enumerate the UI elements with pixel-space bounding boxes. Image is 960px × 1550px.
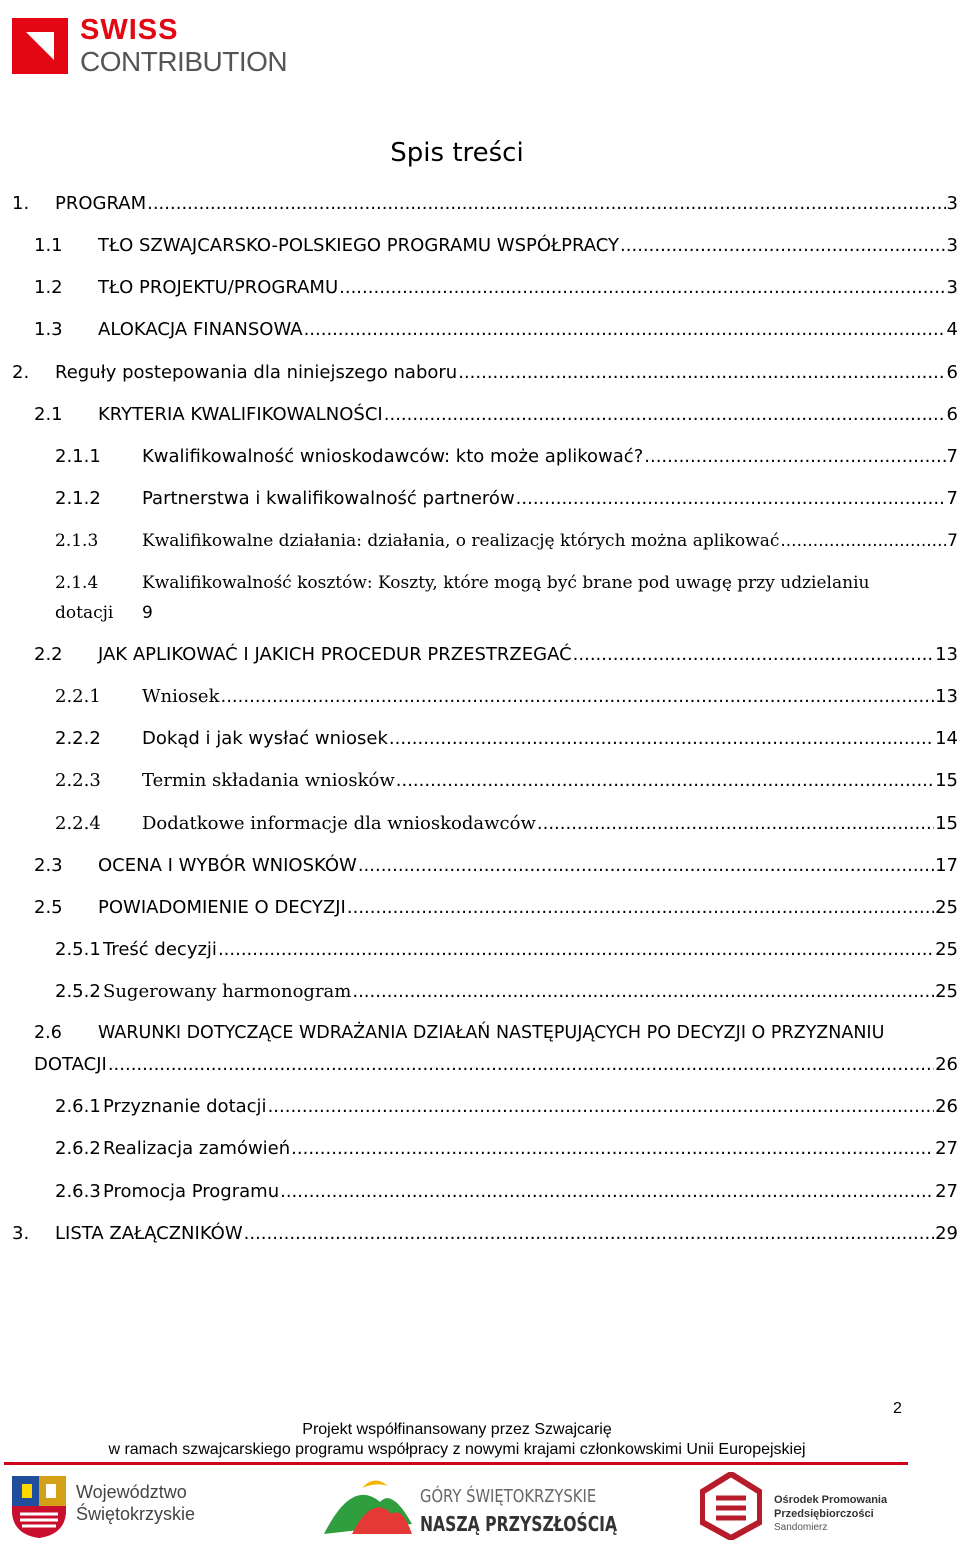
toc-leader-dots [268, 1096, 935, 1117]
logo-ops-line1: Ośrodek Promowania [774, 1494, 888, 1506]
toc-entry-page: 3 [946, 235, 958, 256]
toc-leader-dots [147, 193, 945, 214]
toc-entry-page: 25 [935, 981, 958, 1002]
toc-leader-dots [358, 855, 934, 876]
toc-entry[interactable] [55, 446, 958, 472]
swiss-flag-icon [12, 18, 68, 74]
toc-entry-page: 15 [935, 770, 958, 791]
toc-title: Spis treści [390, 138, 524, 168]
toc-entry-number: 2.6 [34, 1023, 62, 1043]
mountains-icon [322, 1474, 414, 1540]
toc-leader-dots [280, 1181, 934, 1202]
toc-entry-number: 2.6.2 [55, 1138, 101, 1159]
coat-of-arms-icon [10, 1474, 68, 1540]
logo-gory-line1: GÓRY ŚWIĘTOKRZYSKIE [420, 1486, 597, 1507]
toc-entry-text: Realizacja zamówień [103, 1138, 291, 1159]
toc-entry-number: 2.3 [34, 855, 63, 876]
wojewodztwo-logo [10, 1474, 210, 1540]
page-number: 2 [893, 1400, 902, 1417]
toc-entry-page: 13 [935, 686, 958, 707]
toc-entry-number: 2.6.3 [55, 1181, 101, 1202]
toc-entry-continuation[interactable] [34, 1054, 958, 1080]
toc-entry-page: 4 [946, 319, 958, 340]
toc-entry-number: 3. [12, 1223, 30, 1244]
toc-entry-number: 2.2.1 [55, 686, 101, 707]
toc-entry-text: Partnerstwa i kwalifikowalność partnerów [142, 488, 515, 509]
toc-leader-dots [352, 981, 934, 1002]
toc-entry[interactable] [55, 1138, 958, 1164]
toc-entry[interactable] [55, 1181, 958, 1207]
toc-entry-number: 2.1.2 [55, 488, 101, 509]
toc-entry-number: 2.5.2 [55, 981, 101, 1002]
toc-leader-dots [620, 235, 946, 256]
toc-entry-page: 15 [935, 813, 958, 834]
toc-entry[interactable] [55, 981, 958, 1007]
toc-entry-number: 2.5.1 [55, 939, 101, 960]
toc-entry[interactable] [55, 770, 958, 796]
toc-entry-text: ALOKACJA FINANSOWA [98, 319, 303, 340]
toc-entry-page: 25 [935, 897, 958, 918]
toc-leader-dots [644, 446, 945, 467]
toc-entry[interactable] [55, 488, 958, 514]
ops-emblem-icon [700, 1472, 762, 1540]
logo-gory-line2: NASZĄ PRZYSZŁOŚCIĄ [420, 1512, 618, 1536]
toc-entry-text: LISTA ZAŁĄCZNIKÓW [55, 1223, 243, 1244]
toc-entry-text: Reguły postepowania dla niniejszego naboru [55, 362, 458, 383]
toc-leader-dots [108, 1054, 934, 1075]
toc-entry[interactable] [55, 813, 958, 839]
toc-entry-text: TŁO SZWAJCARSKO-POLSKIEGO PROGRAMU WSPÓŁPRACY [98, 235, 620, 256]
toc-entry-text: WARUNKI DOTYCZĄCE WDRAŻANIA DZIAŁAŃ NASTĘPUJĄCYCH PO DECYZJI O PRZYZNANIU [98, 1023, 885, 1043]
toc-entry-number: 1.2 [34, 277, 63, 298]
footer-line-1: Projekt współfinansowany przez Szwajcarię [302, 1421, 612, 1438]
toc-entry-number: 2.1.3 [55, 531, 99, 551]
toc-entry-number: 1. [12, 193, 30, 214]
toc-entry-number: 1.3 [34, 319, 63, 340]
toc-entry-page: 3 [946, 277, 958, 298]
toc-entry[interactable] [34, 644, 958, 670]
toc-entry-page: 6 [946, 404, 958, 425]
toc-entry-text: JAK APLIKOWAĆ I JAKICH PROCEDUR PRZESTRZEGAĆ [98, 644, 572, 665]
logo-wojewodztwo-line1: Województwo [76, 1482, 187, 1502]
toc-entry-number: 2.6.1 [55, 1096, 101, 1117]
toc-leader-dots [396, 770, 934, 791]
toc-leader-dots [347, 897, 934, 918]
toc-entry-page: 7 [946, 488, 958, 509]
toc-entry-page: 17 [935, 855, 958, 876]
toc-entry[interactable] [55, 573, 869, 593]
footer-line-2: w ramach szwajcarskiego programu współpracy z nowymi krajami członkowskimi Unii Europejskiej [108, 1441, 806, 1458]
toc-entry[interactable] [12, 362, 958, 388]
toc-entry-text: Przyznanie dotacji [103, 1096, 267, 1117]
toc-entry-page: 29 [935, 1223, 958, 1244]
toc-entry-number: 2.2 [34, 644, 63, 665]
toc-entry[interactable] [55, 728, 958, 754]
toc-entry-text: Promocja Programu [103, 1181, 280, 1202]
toc-entry[interactable] [34, 1023, 884, 1043]
toc-entry-page: 25 [935, 939, 958, 960]
footer-divider [4, 1462, 908, 1465]
toc-entry-text: Kwalifikowalność kosztów: Koszty, które mogą być brane pod uwagę przy udzielaniu [142, 573, 870, 593]
gory-swietokrzyskie-logo [322, 1472, 618, 1544]
toc-entry-number: 2.5 [34, 897, 63, 918]
toc-entry-page: 9 [142, 603, 153, 623]
logo-contribution-text: CONTRIBUTION [80, 46, 288, 77]
toc-entry-text: Wniosek [142, 686, 220, 707]
toc-leader-dots [516, 488, 946, 509]
toc-leader-dots [218, 939, 934, 960]
toc-leader-dots [220, 686, 934, 707]
logo-ops-line3: Sandomierz [774, 1522, 828, 1533]
toc-entry-text: Dokąd i jak wysłać wniosek [142, 728, 388, 749]
toc-entry-page: 26 [935, 1096, 958, 1117]
toc-leader-dots [389, 728, 934, 749]
toc-entry-page: 27 [935, 1138, 958, 1159]
toc-entry[interactable] [55, 1096, 958, 1122]
toc-leader-dots [339, 277, 945, 298]
toc-entry-text: POWIADOMIENIE O DECYZJI [98, 897, 346, 918]
toc-entry-text: Sugerowany harmonogram [103, 981, 352, 1002]
toc-leader-dots [573, 644, 934, 665]
toc-entry[interactable] [55, 939, 958, 965]
toc-entry[interactable] [34, 235, 958, 261]
toc-entry-page: 3 [946, 193, 958, 214]
toc-entry-text: PROGRAM [55, 193, 147, 214]
toc-entry-page: 27 [935, 1181, 958, 1202]
toc-entry-text: Kwalifikowalne działania: działania, o realizację których można aplikować [142, 531, 780, 551]
osrodek-promowania-logo [700, 1472, 900, 1542]
toc-entry-text-continuation: DOTACJI [34, 1054, 107, 1075]
toc-entry-text: Dodatkowe informacje dla wnioskodawców [142, 813, 536, 834]
toc-leader-dots [291, 1138, 934, 1159]
logo-ops-line2: Przedsiębiorczości [774, 1508, 874, 1520]
toc-entry[interactable] [34, 855, 958, 881]
toc-entry-text: Kwalifikowalność wnioskodawców: kto może aplikować? [142, 446, 644, 467]
toc-entry-number: 2. [12, 362, 30, 383]
toc-entry-page: 7 [947, 531, 958, 551]
toc-entry-number: 2.1 [34, 404, 63, 425]
toc-leader-dots [458, 362, 945, 383]
toc-entry-page: 14 [935, 728, 958, 749]
logo-wojewodztwo-line2: Świętokrzyskie [76, 1504, 196, 1524]
toc-entry-number: 2.1.1 [55, 446, 101, 467]
toc-entry-text: Treść decyzji [103, 939, 217, 960]
toc-entry-page: 6 [946, 362, 958, 383]
toc-entry[interactable] [34, 897, 958, 923]
toc-entry-number: 2.2.3 [55, 770, 101, 791]
toc-entry-number: 2.2.4 [55, 813, 101, 834]
logo-swiss-text: SWISS [80, 14, 179, 46]
toc-entry-number: 2.1.4 [55, 573, 99, 593]
toc-entry[interactable] [34, 319, 958, 345]
toc-entry-page: 26 [935, 1054, 958, 1075]
toc-leader-dots [384, 404, 946, 425]
toc-leader-dots [537, 813, 934, 834]
toc-entry-text: KRYTERIA KWALIFIKOWALNOŚCI [98, 404, 383, 425]
toc-entry-text-continuation: dotacji [55, 603, 114, 623]
toc-entry[interactable] [55, 686, 958, 712]
toc-entry-text: Termin składania wniosków [142, 770, 395, 791]
toc-entry[interactable] [12, 193, 958, 219]
toc-entry-number: 2.2.2 [55, 728, 101, 749]
toc-entry[interactable] [12, 1223, 958, 1249]
toc-entry-page: 13 [935, 644, 958, 665]
toc-entry-text: TŁO PROJEKTU/PROGRAMU [98, 277, 339, 298]
toc-entry[interactable] [34, 277, 958, 303]
toc-entry[interactable] [34, 404, 958, 430]
toc-entry-number: 1.1 [34, 235, 63, 256]
toc-leader-dots [304, 319, 946, 340]
toc-leader-dots [780, 531, 946, 551]
toc-leader-dots [244, 1223, 934, 1244]
toc-entry-text: OCENA I WYBÓR WNIOSKÓW [98, 855, 357, 876]
toc-entry-continuation[interactable] [55, 603, 153, 623]
toc-entry[interactable] [55, 531, 958, 557]
toc-entry-page: 7 [946, 446, 958, 467]
